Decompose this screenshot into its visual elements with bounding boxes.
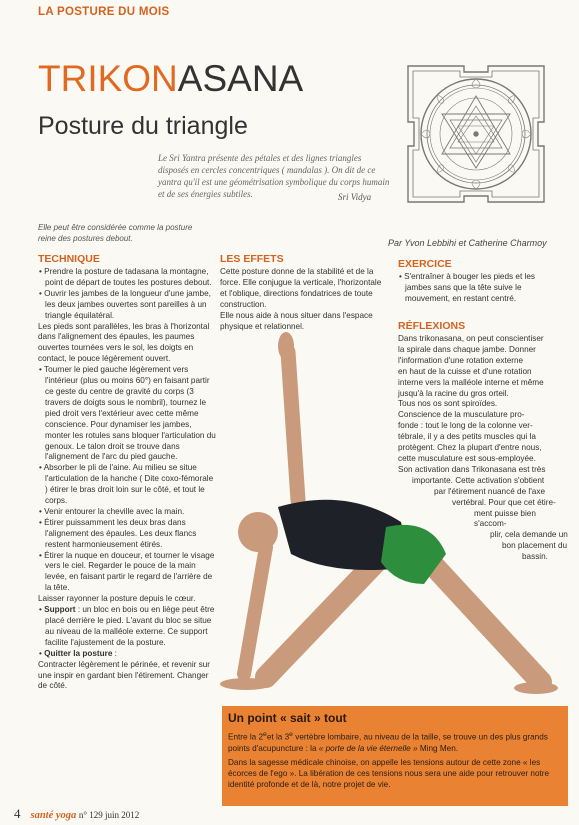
triangle-pose-photo [196,322,566,702]
technique-item: • Tourner le pied gauche légèrement vers l'intérieur (plus ou moins 60°) en faisant partir ce geste du centre de gravité du corps (3 travers de doigts sous le nombril), tournez le pied droit vers l'extérieur avec cette même conscience. Pour dynamiser les jambes, monter les rotules sans bloquer l'articulation du genoux. Le talon droit se trouve dans l'alignement de l'arc du pied gauche. [38,365,216,463]
section-rubric: LA POSTURE DU MOIS [38,6,170,18]
exercice-text: • S'entraîner à bouger les pieds et les jambes sans que la tête suive le mouvement, en restant centré. [398,272,560,305]
quit-text: : [112,648,117,658]
exercice-heading: EXERCICE [398,258,452,270]
reflexions-line: en haut de la cuisse et d'une rotation [398,366,532,376]
reflexions-line: Dans trikonasana, on peut conscientiser [398,334,544,343]
sri-yantra-image [404,62,548,206]
reflexions-line: bassin. [522,552,548,562]
title-accent: TRIKON [38,58,178,99]
technique-list [38,267,216,692]
reflexions-line: l'information d'une rotation externe [398,355,524,365]
box-text-part: Ming Men. [417,743,459,753]
technique-item: • Venir entourer la cheville avec la main. [38,507,216,518]
technique-item [38,605,216,649]
support-text: : un bloc en bois ou en liège peut être placé derrière le pied. L'avant du bloc se situe au niveau de la malléole externe. Ce support facilite l'ajustement de la posture. [45,605,215,647]
reflexions-line: tébrale, il y a des petits muscles qui la [398,432,536,442]
technique-item: • Ouvrir les jambes de la longueur d'une jambe, les deux jambes ouvertes sont pareilles à un triangle équilatéral. [38,289,216,322]
authors-byline: Par Yvon Lebbihi et Catherine Charmoy [388,238,547,248]
quit-label: Quitter la posture [44,648,113,658]
reflexions-line: Tous nos os sont spiroïdes. [398,399,498,409]
box-text-sup: e [263,731,267,738]
support-label: Support [44,605,76,615]
reflexions-line: Conscience de la musculature pro- [398,410,525,420]
intro-quote-source: Sri Vidya [338,192,372,202]
reflexions-line: interne vers la malléole interne et même [398,377,544,387]
technique-item: • Absorber le pli de l'aine. Au milieu se situe l'articulation de la hanche ( Dite coxo-fémorale ) étirer le bras droit loin sur le côté, et tout le corps. [38,463,216,507]
box-text-part: et la 3 [266,732,290,742]
effets-heading: LES EFFETS [220,253,284,265]
reflexions-line: la spirale dans chaque jambe. Donner [398,344,536,354]
technique-item [38,649,216,660]
reflexions-line: cette musculature est sous-employée. [398,453,536,463]
magazine-brand: santé yoga [30,810,77,821]
exercice-section [398,258,560,305]
reflexions-line: fonde : tout le long de la colonne ver- [398,421,533,431]
reflexions-line: protègent. Chez la plupart d'entre nous, [398,443,542,453]
technique-item: • Étirer puissamment les deux bras dans l'alignement des épaules. Les deux flancs restent harmonieusement étirés. [38,518,216,551]
box-text-part: vertèbre lombaire, au niveau de la taille, se trouve un des plus grands points d'acupuncture : la [228,732,548,753]
info-box-title: Un point « sait » tout [228,711,347,725]
info-box-text [228,730,562,795]
effets-paragraph: Elle nous aide à nous situer dans l'espace physique et relationnel. [220,310,373,331]
technique-item: Contracter légèrement le périnée, et revenir sur une inspir en gardant bien l'étirement. Changer de côté. [38,659,211,691]
technique-item: Laisser rayonner la posture depuis le cœur. [38,594,196,604]
technique-item: • Prendre la posture de tadasana la montagne, point de départ de toutes les postures debout. [38,267,216,289]
reflexions-line: ment puisse bien s'accom- [474,508,536,529]
page-number: 4 [14,806,21,821]
technique-heading: TECHNIQUE [38,253,100,265]
reflexions-line: jusqu'à la racine du gros orteil. [398,388,509,398]
reflexions-line: bon placement du [502,541,568,551]
technique-item: Les pieds sont parallèles, les bras à l'horizontal dans l'alignement des épaules, les paumes ouvertes tournées vers le sol, les doigts en contact, le pouce légèrement ouvert. [38,321,210,364]
effets-paragraph: Cette posture donne de la stabilité et de la force. Elle conjugue la verticale, l'horizontale et l'oblique, directions fondatrices de toute construction. [220,267,382,309]
info-box-paragraph [228,730,562,754]
reflexions-line: Son activation dans Trikonasana est très [398,464,546,474]
technique-section [38,253,216,692]
technique-item: • Étirer la nuque en douceur, et tourner le visage vers le ciel. Regarder le pouce de la main levée, en faisant partir le regard de l'arrière de la tête. [38,551,216,595]
page-footer [14,806,139,822]
reflexions-heading: RÉFLEXIONS [398,320,466,332]
reflexions-line: par l'étirement nuancé de l'axe [434,486,545,496]
box-text-part: Entre la 2 [228,732,264,742]
box-text-emphasis: « porte de la vie éternelle » [318,743,418,753]
reflexions-line: importante. Cette activation s'obtient [412,475,545,485]
effets-section [220,253,382,332]
page-title [38,60,303,98]
reflexions-line: vertébral. Pour que cet étire- [452,497,556,507]
title-rest: ASANA [177,58,304,99]
box-text-sup: e [289,731,293,738]
reflexions-line: plir, cela demande un [490,530,568,540]
issue-info: n° 129 juin 2012 [78,810,140,820]
intro-caption: Elle peut être considérée comme la posture reine des postures debout. [38,223,193,243]
page-subtitle: Posture du triangle [38,112,248,140]
intro-quote: Le Sri Yantra présente des pétales et des lignes triangles disposés en cercles concentriques ( mandalas ). On dit de ce yantra qu'il est une géométrisation symbolique du corps humain et de ses énergies subtiles. [158,153,390,199]
info-box-paragraph: Dans la sagesse médicale chinoise, on appelle les tensions autour de cette zone « les écorces de l'ego ». La libération de ces tensions nous sera une aide pour retrouver notre identité profonde et de là, notre projet de vie. [228,758,550,789]
